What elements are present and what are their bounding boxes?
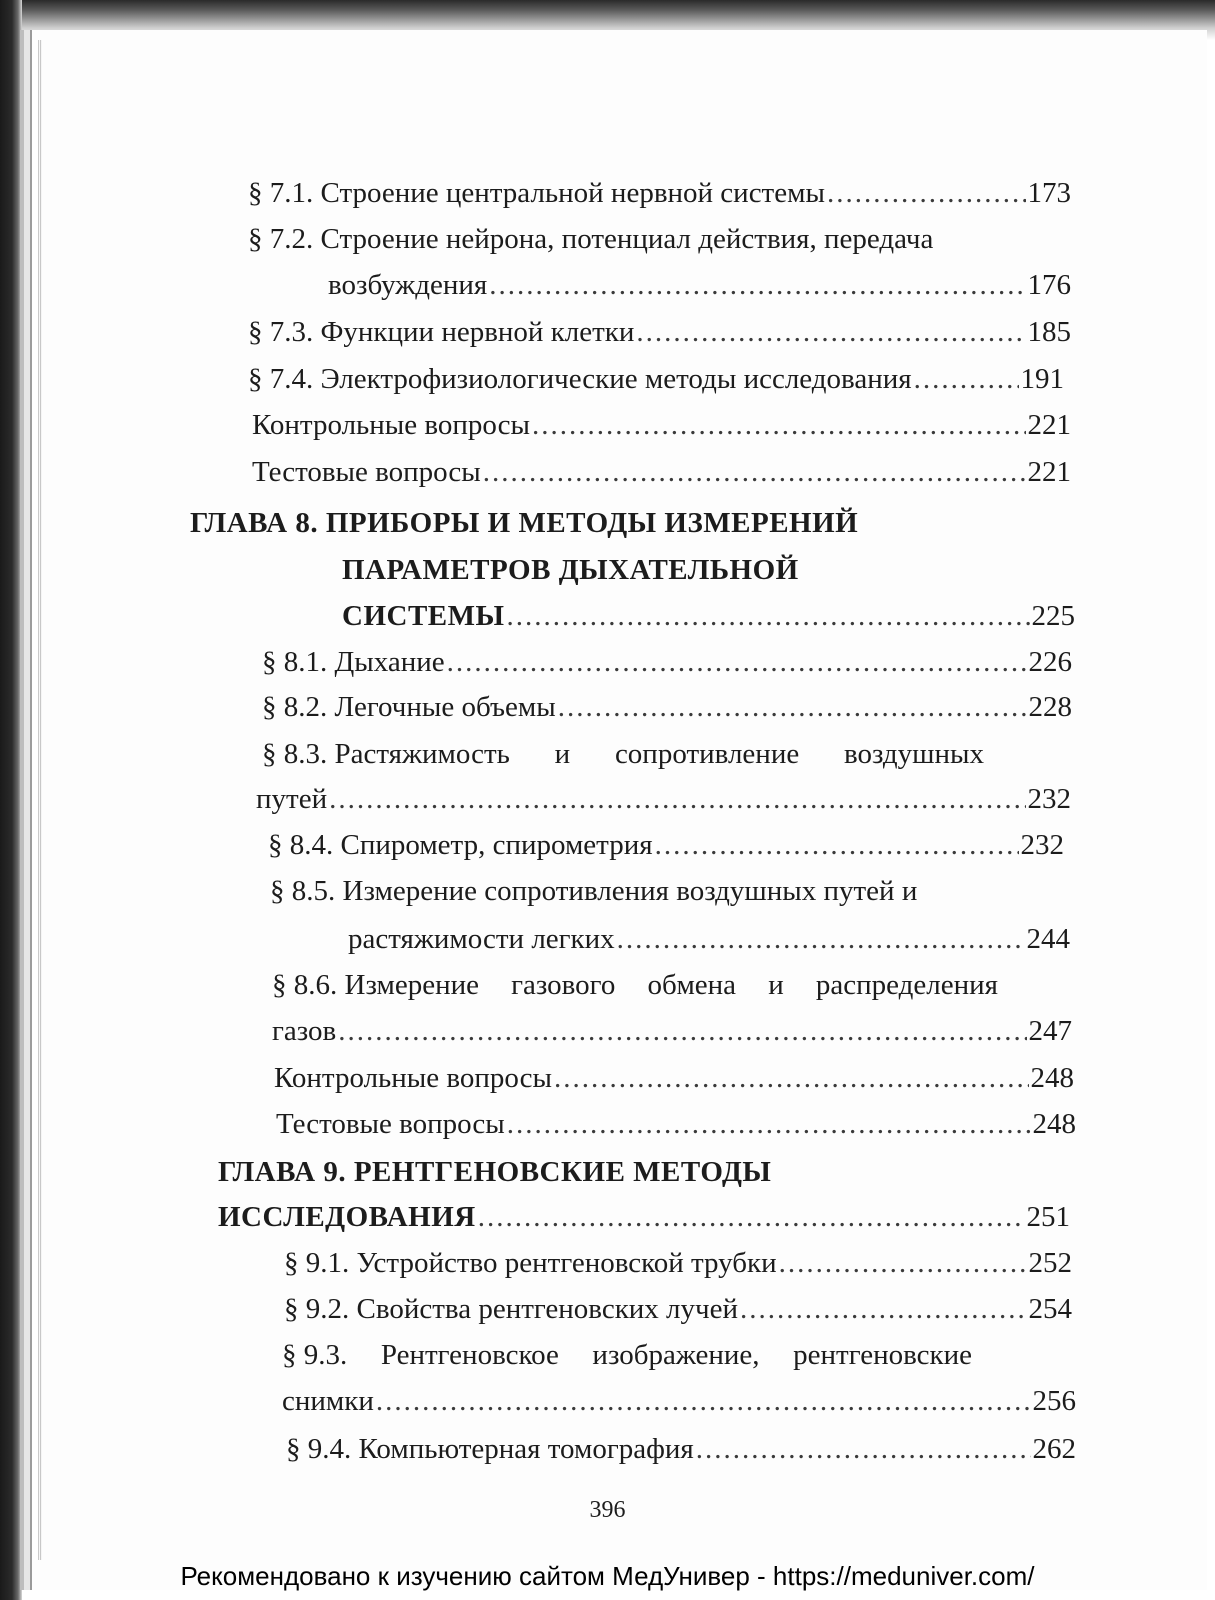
toc-entry-title: § 7.3. Функции нервной клетки [248,316,635,348]
toc-entry-title: § 8.1. Дыхание [262,646,445,678]
toc-entry-ch7-test-questions [252,455,1071,489]
toc-word: воздушных [843,738,984,770]
toc-entry-9-3 [282,1384,1076,1418]
toc-leader [636,315,1025,349]
toc-page-number: 251 [1026,1201,1070,1233]
toc-entry-7-2-line1-text: § 7.2. Строение нейрона, потенциал действия, передача [248,223,934,255]
toc-page-number: 228 [1028,691,1072,723]
toc-entry-title: § 8.4. Спирометр, спирометрия [268,829,653,861]
toc-page-number: 173 [1027,177,1071,209]
toc-page-number: 191 [1020,363,1064,395]
toc-leader [914,362,1019,396]
toc-page-number: 262 [1032,1433,1076,1465]
toc-entry-8-5-line1: § 8.5. Измерение сопротивления воздушных путей и [270,875,918,907]
toc-word: изображение, [592,1339,760,1371]
toc-word: и [768,969,784,1001]
toc-entry-title: Тестовые вопросы [252,456,481,488]
toc-word: § 9.3. [282,1339,348,1371]
chapter-8-heading-line2: ПАРАМЕТРОВ ДЫХАТЕЛЬНОЙ [342,554,799,586]
toc-entry-8-1 [262,645,1072,679]
toc-entry-title: путей [256,783,328,815]
toc-entry-title: § 7.1. Строение центральной нервной системы [248,177,825,209]
toc-leader [827,176,1026,210]
toc-entry-9-1 [284,1246,1072,1280]
toc-page-number: 248 [1030,1062,1074,1094]
toc-entry-title: Контрольные вопросы [274,1062,552,1094]
toc-entry-9-2 [284,1292,1072,1326]
toc-leader [329,782,1025,816]
toc-word: § 8.6. Измерение [272,969,479,1001]
toc-page-number: 221 [1027,456,1071,488]
toc-leader [558,690,1027,724]
toc-entry-8-5 [348,922,1070,956]
toc-entry-title: Контрольные вопросы [252,409,530,441]
toc-word: распределения [815,969,998,1001]
toc-word: Рентгеновское [380,1339,559,1371]
toc-page-number: 225 [1031,600,1075,632]
toc-entry-title: растяжимости легких [348,923,615,955]
toc-leader [696,1432,1031,1466]
toc-entry-7-2 [328,268,1071,302]
toc-entry-chapter-8 [342,599,1075,633]
toc-leader [740,1292,1026,1326]
toc-leader [532,408,1026,442]
toc-entry-title: § 9.2. Свойства рентгеновских лучей [284,1293,739,1325]
toc-entry-8-3-line1 [262,737,984,771]
toc-leader [483,455,1026,489]
toc-entry-title: СИСТЕМЫ [342,600,505,632]
watermark-caption: Рекомендовано к изучению сайтом МедУнивер - https://meduniver.com/ [180,1561,1035,1591]
toc-entry-title: снимки [282,1385,374,1417]
toc-entry-ch8-test-questions [276,1107,1076,1141]
toc-entry-7-1 [248,176,1071,210]
toc-entry-title: газов [272,1015,337,1047]
toc-page-number: 176 [1027,269,1071,301]
toc-page-number: 254 [1028,1293,1072,1325]
toc-entry-title: возбуждения [328,269,488,301]
toc-leader [478,1200,1025,1234]
toc-word: газового [511,969,616,1001]
toc-page-number: 244 [1026,923,1070,955]
toc-word: и [554,738,571,770]
toc-entry-title: ИССЛЕДОВАНИЯ [218,1201,476,1233]
toc-page-number: 256 [1032,1385,1076,1417]
toc-page-number: 248 [1032,1108,1076,1140]
toc-entry-9-4 [286,1432,1076,1466]
toc-page-number: 226 [1028,646,1072,678]
toc-word: сопротивление [614,738,800,770]
toc-entry-8-6-line1 [272,968,998,1002]
toc-entry-7-4 [248,362,1064,396]
toc-entry-chapter-9 [218,1200,1070,1234]
toc-entry-8-6 [272,1014,1072,1048]
toc-entry-title: § 9.4. Компьютерная томография [286,1433,694,1465]
toc-word: рентгеновские [793,1339,972,1371]
toc-entry-ch8-control-questions [274,1061,1074,1095]
toc-entry-8-2 [262,690,1072,724]
toc-entry-ch7-control-questions [252,408,1071,442]
toc-page-number: 252 [1028,1247,1072,1279]
toc-page-number: 232 [1027,783,1071,815]
toc-leader [617,922,1025,956]
toc-entry-8-3 [256,782,1071,816]
chapter-8-heading-line1: ГЛАВА 8. ПРИБОРЫ И МЕТОДЫ ИЗМЕРЕНИЙ [190,507,859,539]
page-number: 396 [589,1497,626,1523]
toc-page-number: 185 [1027,316,1071,348]
toc-entry-title: § 7.4. Электрофизиологические методы исследования [248,363,912,395]
toc-leader [447,645,1027,679]
toc-word: § 8.3. Растяжимость [262,738,510,770]
toc-entry-title: § 8.2. Легочные объемы [262,691,556,723]
toc-entry-9-3-line1 [282,1338,972,1372]
toc-leader [376,1384,1031,1418]
toc-entry-title: Тестовые вопросы [276,1108,505,1140]
toc-page-number: 232 [1020,829,1064,861]
toc-leader [554,1061,1029,1095]
toc-leader [507,1107,1031,1141]
toc-page-number: 221 [1027,409,1071,441]
toc-entry-7-3 [248,315,1071,349]
toc-leader [506,599,1029,633]
toc-leader [338,1014,1026,1048]
chapter-9-heading-line1: ГЛАВА 9. РЕНТГЕНОВСКИЕ МЕТОДЫ [218,1156,772,1188]
toc-entry-8-4 [268,828,1064,862]
toc-word: обмена [647,969,737,1001]
toc-entry-title: § 9.1. Устройство рентгеновской трубки [284,1247,777,1279]
toc-page-number: 247 [1028,1015,1072,1047]
toc-leader [655,828,1019,862]
toc-leader [779,1246,1027,1280]
toc-leader [489,268,1025,302]
